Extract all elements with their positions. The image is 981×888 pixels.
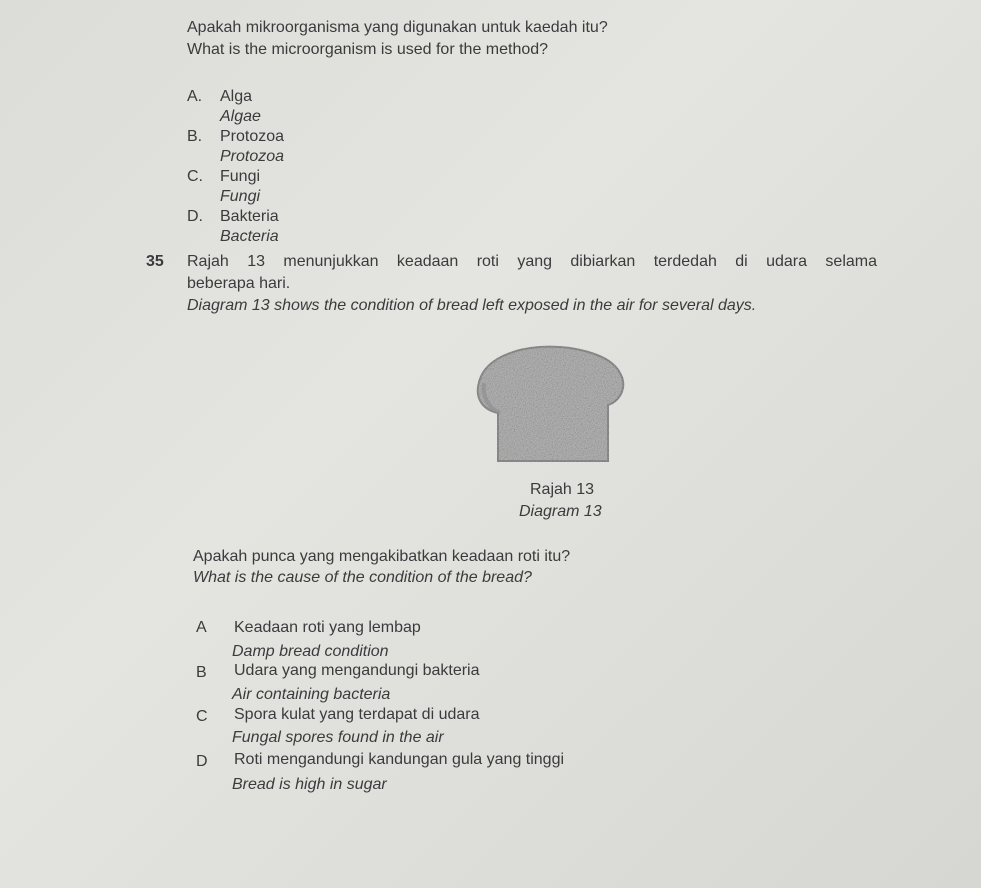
q34-question-en: What is the microorganism is used for the method? bbox=[187, 41, 549, 58]
q35-option-a-en: Damp bread condition bbox=[232, 643, 389, 660]
q35-option-c-ms: Spora kulat yang terdapat di udara bbox=[234, 706, 480, 723]
q35-option-b-letter: B bbox=[196, 664, 207, 681]
q35-option-b-ms: Udara yang mengandungi bakteria bbox=[234, 662, 480, 679]
q35-number: 35 bbox=[146, 253, 164, 270]
q35-question-ms: Apakah punca yang mengakibatkan keadaan roti itu? bbox=[193, 548, 571, 565]
q35-option-c-en: Fungal spores found in the air bbox=[232, 729, 444, 746]
q35-option-b-en: Air containing bacteria bbox=[232, 686, 391, 703]
q35-question-en: What is the cause of the condition of the bread? bbox=[193, 569, 532, 586]
q34-option-c-en: Fungi bbox=[220, 188, 261, 205]
q34-option-d-letter: D. bbox=[187, 208, 203, 225]
q34-option-a-en: Algae bbox=[220, 108, 261, 125]
q34-option-a-ms: Alga bbox=[220, 88, 253, 105]
q35-option-c-letter: C bbox=[196, 708, 208, 725]
q34-question-ms: Apakah mikroorganisma yang digunakan untuk kaedah itu? bbox=[187, 19, 608, 36]
q35-stem-en: Diagram 13 shows the condition of bread left exposed in the air for several days. bbox=[187, 297, 757, 314]
q35-option-d-letter: D bbox=[196, 753, 208, 770]
q34-option-c-letter: C. bbox=[187, 168, 203, 185]
q34-option-c-ms: Fungi bbox=[220, 168, 261, 185]
diagram-caption-en: Diagram 13 bbox=[519, 503, 602, 520]
q35-option-d-en: Bread is high in sugar bbox=[232, 776, 387, 793]
q35-option-d-ms: Roti mengandungi kandungan gula yang tinggi bbox=[234, 751, 565, 768]
q35-option-a-ms: Keadaan roti yang lembap bbox=[234, 619, 421, 636]
moldy-bread-diagram bbox=[470, 343, 630, 471]
diagram-caption-ms: Rajah 13 bbox=[530, 481, 595, 498]
q34-option-d-en: Bacteria bbox=[220, 228, 279, 245]
q35-stem-ms-2: beberapa hari. bbox=[187, 275, 291, 292]
q34-option-b-en: Protozoa bbox=[220, 148, 285, 165]
q35-option-a-letter: A bbox=[196, 619, 207, 636]
q34-option-a-letter: A. bbox=[187, 88, 203, 105]
q34-option-b-ms: Protozoa bbox=[220, 128, 285, 145]
q34-option-b-letter: B. bbox=[187, 128, 203, 145]
q34-option-d-ms: Bakteria bbox=[220, 208, 279, 225]
q35-stem-ms-1: Rajah 13 menunjukkan keadaan roti yang dibiarkan terdedah di udara selama bbox=[187, 253, 877, 270]
